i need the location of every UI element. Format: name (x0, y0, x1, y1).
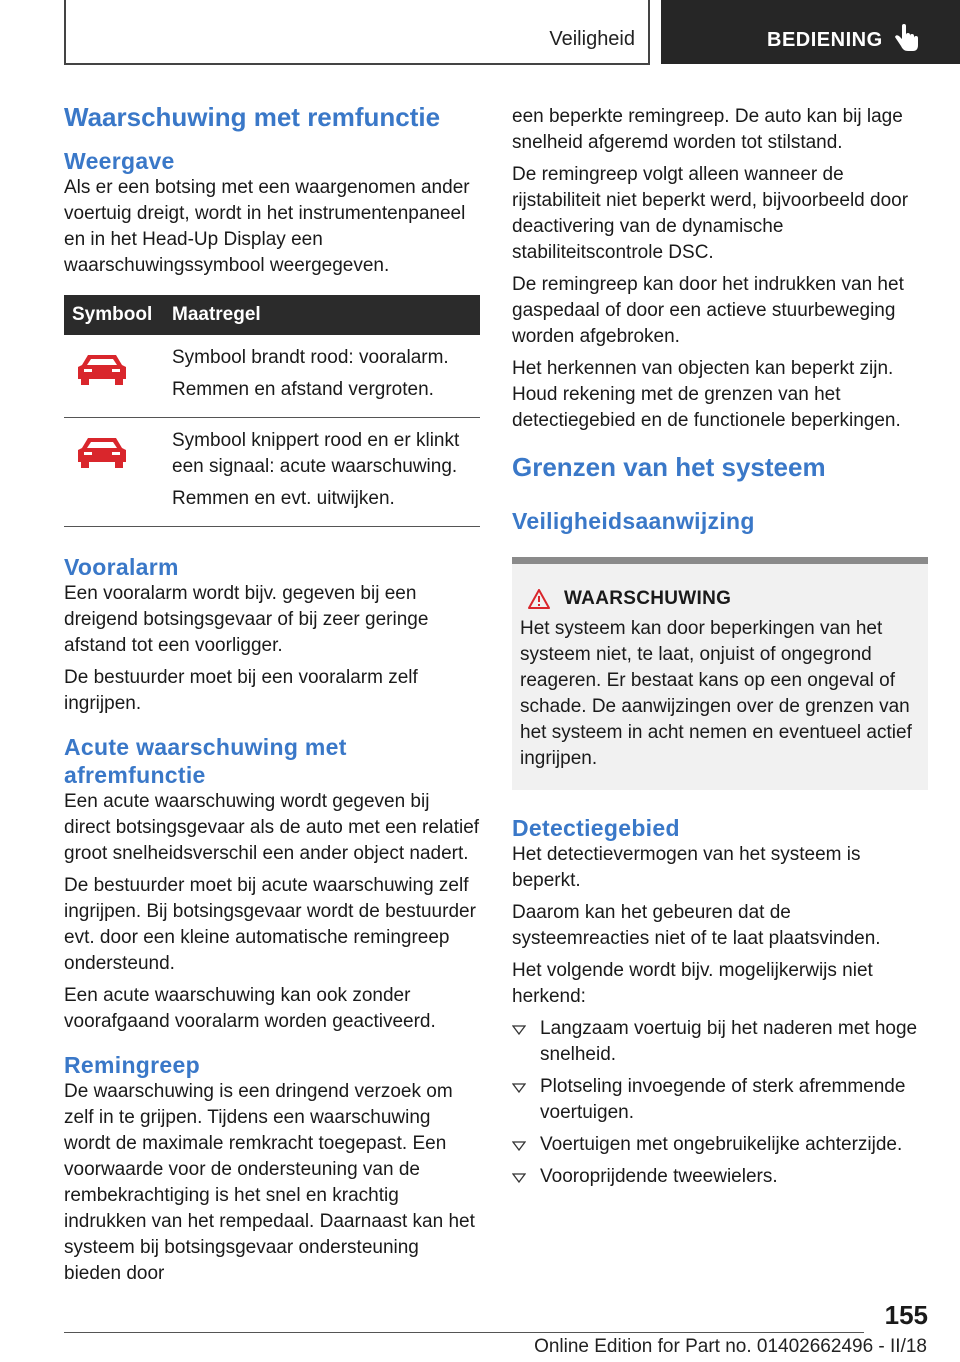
row2-line1: Symbool knippert rood en er klinkt een signaal: acute waarschuwing. (172, 430, 460, 478)
warning-triangle-icon (528, 589, 550, 609)
veiligheid-heading: Veiligheidsaanwijzing (512, 508, 755, 535)
header-rule-left (64, 0, 66, 64)
warning-bar (512, 557, 928, 564)
acute-p1: Een acute waarschuwing wordt gegeven bij direct botsingsgevaar als de auto met een relatief groot snelheidsverschil een ander object nadert. (64, 791, 480, 865)
table-cell-symbol (64, 335, 164, 418)
table-header-maatregel: Maatregel (164, 295, 480, 335)
warning-title: WAARSCHUWING (564, 588, 732, 610)
vooralarm-heading: Vooralarm (64, 554, 179, 581)
detectie-heading: Detectiegebied (512, 815, 680, 842)
header-chapter-label: BEDIENING (767, 29, 883, 51)
remingreep-p1: De waarschuwing is een dringend verzoek om zelf in te grijpen. Tijdens een waarschuwing wordt de maximale remkracht toegepast. Een voorwaarde voor de ondersteuning van de rembekrachtiging is het snel en krachtig indrukken van het rempedaal. Daarnaast kan het systeem bij botsingsgevaar ondersteuning bieden door (64, 1081, 475, 1285)
page-number: 155 (884, 1300, 928, 1330)
left-column (64, 98, 480, 1293)
right-p1: een beperkte remingreep. De auto kan bij lage snelheid afgeremd worden tot stilstand. (512, 106, 903, 153)
detectie-p2: Daarom kan het gebeuren dat de systeemreacties niet of te laat plaatsvinden. (512, 902, 881, 950)
remingreep-heading: Remingreep (64, 1052, 200, 1079)
symbol-table (64, 295, 480, 527)
list-item (512, 1074, 928, 1126)
list-item (512, 1132, 928, 1158)
header-section-label: Veiligheid (549, 28, 635, 50)
acute-heading: Acute waarschuwing met afremfunctie (64, 734, 347, 789)
right-p3: De remingreep kan door het indrukken van het gaspedaal of door een actieve stuurbeweging worden afgebroken. (512, 274, 904, 347)
acute-p3: Een acute waarschuwing kan ook zonder voorafgaand vooralarm worden geactiveerd. (64, 985, 436, 1033)
triangle-bullet-icon (512, 1173, 526, 1183)
weergave-text: Als er een botsing met een waargenomen ander voertuig dreigt, wordt in het instrumentenpaneel en in het Head-Up Display een waarschuwingssymbool weergegeven. (64, 177, 470, 277)
table-cell-measure (164, 418, 480, 527)
right-column (512, 104, 928, 1196)
row1-line1: Symbool brandt rood: vooralarm. (172, 347, 449, 369)
list-item-text: Langzaam voertuig bij het naderen met hoge snelheid. (540, 1018, 918, 1066)
detectie-p3: Het volgende wordt bijv. mogelijkerwijs niet herkend: (512, 960, 873, 1008)
detectie-list (512, 1016, 928, 1190)
vooralarm-p1: Een vooralarm wordt bijv. gegeven bij een dreigend botsingsgevaar of bij zeer geringe afstand tot een voorligger. (64, 583, 429, 657)
header-chapter-tab[interactable] (661, 0, 960, 64)
vooralarm-p2: De bestuurder moet bij een vooralarm zelf ingrijpen. (64, 667, 418, 715)
table-row (64, 335, 480, 418)
pointing-hand-icon (894, 24, 920, 54)
triangle-bullet-icon (512, 1025, 526, 1035)
table-cell-symbol (64, 418, 164, 527)
weergave-heading: Weergave (64, 148, 175, 175)
row1-line2: Remmen en afstand vergroten. (172, 379, 434, 401)
header-rule-divider (648, 0, 650, 64)
footer-rule (64, 1332, 864, 1333)
right-p2: De remingreep volgt alleen wanneer de rijstabiliteit niet beperkt werd, bijvoorbeeld door deactivering van de dynamische stabiliteitscontrole DSC. (512, 164, 909, 263)
header-rule-bottom (64, 63, 650, 65)
acute-p2: De bestuurder moet bij acute waarschuwing zelf ingrijpen. Bij botsingsgevaar wordt de bestuurder evt. door een kleine automatische remingreep ondersteund. (64, 875, 476, 975)
footer-edition: Online Edition for Part no. 01402662496 - II/18 (534, 1336, 927, 1357)
warning-text: Het systeem kan door beperkingen van het systeem niet, te laat, onjuist of ongegrond reageren. Er bestaat kans op een ongeval of schade. De aanwijzingen over de grenzen van het systeem in acht nemen en eventueel actief ingrijpen. (520, 618, 912, 770)
right-p4: Het herkennen van objecten kan beperkt zijn. Houd rekening met de grenzen van het detectiegebied en de functionele beperkingen. (512, 358, 901, 431)
detectie-p1: Het detectievermogen van het systeem is beperkt. (512, 844, 861, 892)
row2-line2: Remmen en evt. uitwijken. (172, 488, 395, 510)
list-item-text: Plotseling invoegende of sterk afremmende voertuigen. (540, 1076, 906, 1124)
list-item-text: Voertuigen met ongebruikelijke achterzijde. (540, 1134, 903, 1156)
list-item (512, 1164, 928, 1190)
table-header-symbool: Symbool (64, 295, 164, 335)
triangle-bullet-icon (512, 1083, 526, 1093)
list-item-text: Vooroprijdende tweewielers. (540, 1166, 778, 1188)
grenzen-title: Grenzen van het systeem (512, 452, 826, 482)
warning-box (512, 564, 928, 790)
list-item (512, 1016, 928, 1068)
car-warning-icon (76, 351, 128, 387)
triangle-bullet-icon (512, 1141, 526, 1151)
page-title: Waarschuwing met remfunctie (64, 102, 441, 132)
table-cell-measure (164, 335, 480, 418)
warning-title-row (520, 588, 920, 610)
car-warning-icon (76, 434, 128, 470)
table-row (64, 418, 480, 527)
